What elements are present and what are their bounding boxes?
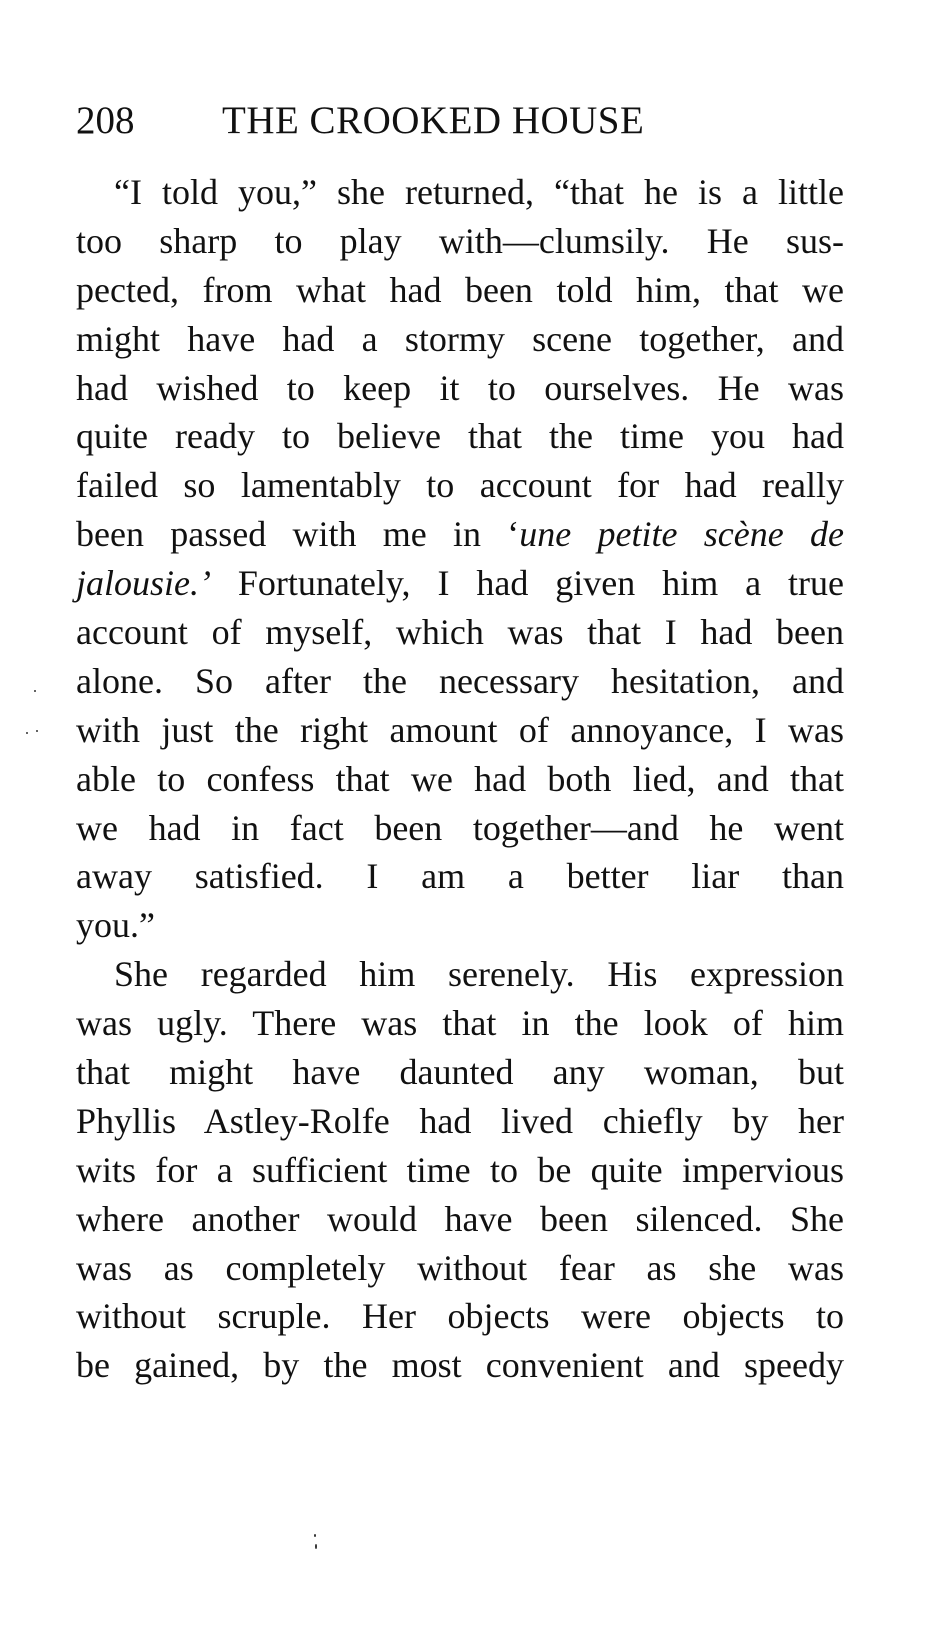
text-line: with just the right amount of annoyance, I was xyxy=(76,709,844,750)
text-line: had wished to keep it to ourselves. He was xyxy=(76,367,844,408)
running-head xyxy=(76,96,756,146)
text-line: Phyllis Astley-Rolfe had lived chiefly by her xyxy=(76,1100,844,1141)
text-line: pected, from what had been told him, that we xyxy=(76,269,844,310)
ink-speck xyxy=(26,732,28,734)
text-line: where another would have been silenced. She xyxy=(76,1198,844,1239)
text-line: might have had a stormy scene together, and xyxy=(76,318,844,359)
text-segment: been passed with me in ‘ xyxy=(76,514,520,555)
text-line: failed so lamentably to account for had really xyxy=(76,465,844,506)
italic-phrase: jalousie.’ xyxy=(76,563,211,604)
text-line: without scruple. Her objects were objects to xyxy=(76,1296,844,1337)
ink-speck xyxy=(34,690,36,692)
text-line: you.” xyxy=(76,905,155,946)
text-line: quite ready to believe that the time you had xyxy=(76,416,844,457)
text-line: account of myself, which was that I had been xyxy=(76,612,844,653)
text-segment: Fortunately, I had given him a true xyxy=(210,563,844,604)
text-line: wits for a sufficient time to be quite impervious xyxy=(76,1149,844,1190)
text-line: be gained, by the most convenient and speedy xyxy=(76,1345,844,1386)
text-line: away satisfied. I am a better liar than xyxy=(76,856,844,897)
ink-speck xyxy=(315,1544,317,1549)
text-line: too sharp to play with—clumsily. He sus- xyxy=(76,220,844,261)
text-line: that might have daunted any woman, but xyxy=(76,1052,844,1093)
body-text xyxy=(76,168,844,1390)
ink-speck xyxy=(314,1534,316,1537)
ink-speck xyxy=(36,730,38,732)
italic-phrase: une petite scène de xyxy=(519,514,844,555)
text-line: able to confess that we had both lied, and that xyxy=(76,758,844,799)
page-number: 208 xyxy=(76,99,135,142)
text-line-with-italic xyxy=(76,510,844,559)
text-line: alone. So after the necessary hesitation, and xyxy=(76,660,844,701)
text-line: She regarded him serenely. His expression xyxy=(114,954,844,995)
text-line: we had in fact been together—and he went xyxy=(76,807,844,848)
text-line: was ugly. There was that in the look of him xyxy=(76,1003,844,1044)
text-line-with-italic xyxy=(76,559,844,608)
text-line: was as completely without fear as she was xyxy=(76,1247,844,1288)
running-title: THE CROOKED HOUSE xyxy=(222,99,645,142)
text-line: “I told you,” she returned, “that he is a little xyxy=(114,172,844,212)
